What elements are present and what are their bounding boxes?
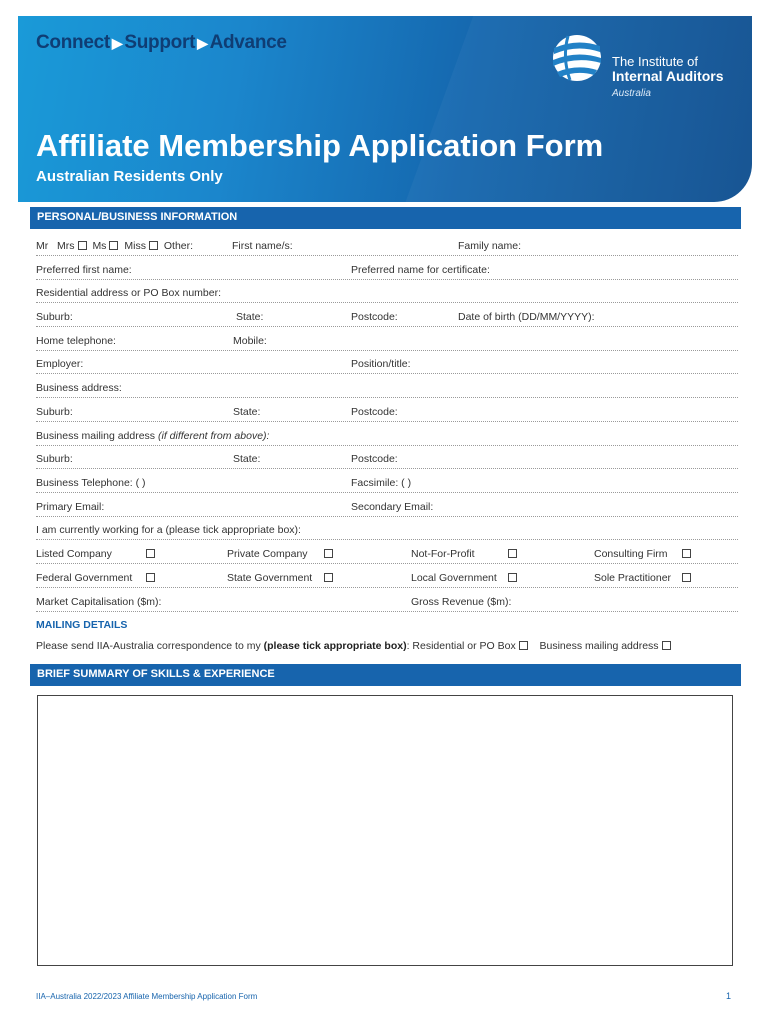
- org-nfp-checkbox[interactable]: [508, 549, 517, 558]
- residential-address-label: Residential address or PO Box number:: [36, 287, 222, 299]
- mailing-preference-row: [36, 640, 674, 652]
- business-mailing-label: [36, 430, 269, 442]
- postcode-label: Postcode:: [351, 311, 398, 323]
- working-for-label: I am currently working for a (please tick appropriate box):: [36, 524, 301, 536]
- form-row-residential: [36, 283, 738, 303]
- form-row-preferred: [36, 260, 738, 280]
- title-miss-label: Miss: [124, 240, 146, 252]
- form-row-phones: [36, 331, 738, 351]
- title-ms-label: Ms: [92, 240, 107, 252]
- form-row-business-address: [36, 378, 738, 398]
- chevron-right-icon: ▶: [111, 34, 123, 51]
- form-row-org-type-1: [36, 544, 738, 564]
- page-subtitle: Australian Residents Only: [36, 168, 223, 185]
- tagline-advance: Advance: [209, 32, 287, 53]
- business-address-label: Business address:: [36, 382, 122, 394]
- mailing-residential-checkbox[interactable]: [519, 641, 528, 650]
- employer-label: Employer:: [36, 358, 84, 370]
- org-consulting-checkbox[interactable]: [682, 549, 691, 558]
- page-number: 1: [726, 991, 732, 1001]
- form-row-residential-suburb: [36, 307, 738, 327]
- org-federal-checkbox[interactable]: [146, 573, 155, 582]
- org-state-label: State Government: [227, 572, 313, 584]
- mailing-business-label: Business mailing address: [539, 640, 659, 652]
- title-options: [36, 240, 193, 252]
- preferred-first-label: Preferred first name:: [36, 264, 132, 276]
- secondary-email-label: Secondary Email:: [351, 501, 434, 513]
- title-mrs-label: Mrs: [57, 240, 75, 252]
- state-label: State:: [233, 453, 261, 465]
- title-other-label: Other:: [163, 240, 194, 252]
- org-sole-label: Sole Practitioner: [594, 572, 672, 584]
- primary-email-label: Primary Email:: [36, 501, 105, 513]
- form-row-emails: [36, 497, 738, 517]
- org-private-checkbox[interactable]: [324, 549, 333, 558]
- facsimile-label: Facsimile: ( ): [351, 477, 412, 489]
- iia-logo: [548, 32, 748, 102]
- home-phone-label: Home telephone:: [36, 335, 116, 347]
- org-sole-checkbox[interactable]: [682, 573, 691, 582]
- org-listed-label: Listed Company: [36, 548, 112, 560]
- form-row-business-suburb: [36, 402, 738, 422]
- gross-revenue-label: Gross Revenue ($m):: [411, 596, 512, 608]
- form-row-financials: [36, 592, 738, 612]
- org-local-label: Local Government: [411, 572, 497, 584]
- header-banner: [18, 16, 752, 202]
- mailing-business-checkbox[interactable]: [662, 641, 671, 650]
- state-label: State:: [236, 311, 264, 323]
- title-miss-checkbox[interactable]: [149, 241, 158, 250]
- title-mr-label: Mr: [36, 240, 49, 252]
- suburb-label: Suburb:: [36, 311, 73, 323]
- footer-form-name: IIA–Australia 2022/2023 Affiliate Membership Application Form: [36, 992, 258, 1001]
- title-ms-checkbox[interactable]: [109, 241, 118, 250]
- org-listed-checkbox[interactable]: [146, 549, 155, 558]
- org-state-checkbox[interactable]: [324, 573, 333, 582]
- mobile-label: Mobile:: [233, 335, 267, 347]
- mailing-instruction: (please tick appropriate box): [263, 640, 407, 652]
- tagline-support: Support: [124, 32, 196, 53]
- globe-logo-icon: [548, 32, 606, 84]
- form-row-names: [36, 236, 738, 256]
- org-private-label: Private Company: [227, 548, 308, 560]
- org-federal-label: Federal Government: [36, 572, 133, 584]
- form-row-employer: [36, 354, 738, 374]
- org-nfp-label: Not-For-Profit: [411, 548, 475, 560]
- org-local-checkbox[interactable]: [508, 573, 517, 582]
- section-header-summary: BRIEF SUMMARY OF SKILLS & EXPERIENCE: [30, 664, 741, 686]
- logo-text-institute: The Institute of: [612, 54, 698, 69]
- market-cap-label: Market Capitalisation ($m):: [36, 596, 162, 608]
- logo-text-internal-auditors: Internal Auditors: [612, 68, 724, 84]
- tagline-connect: Connect: [36, 32, 110, 53]
- form-row-business-mailing: [36, 426, 738, 446]
- skills-summary-textarea[interactable]: [37, 695, 733, 966]
- logo-text-australia: Australia: [612, 88, 651, 99]
- suburb-label: Suburb:: [36, 453, 73, 465]
- mailing-residential-label: : Residential or PO Box: [406, 640, 516, 652]
- tagline: [36, 32, 287, 54]
- state-label: State:: [233, 406, 261, 418]
- page-title: Affiliate Membership Application Form: [36, 128, 604, 163]
- first-names-label: First name/s:: [232, 240, 293, 252]
- form-row-org-type-2: [36, 568, 738, 588]
- chevron-right-icon: ▶: [197, 34, 208, 51]
- dob-label: Date of birth (DD/MM/YYYY):: [458, 311, 595, 323]
- title-mrs-checkbox[interactable]: [78, 241, 87, 250]
- family-name-label: Family name:: [458, 240, 522, 252]
- form-row-mailing-suburb: [36, 449, 738, 469]
- form-row-business-phone: [36, 473, 738, 493]
- section-header-personal: PERSONAL/BUSINESS INFORMATION: [30, 207, 741, 229]
- position-label: Position/title:: [351, 358, 411, 370]
- mailing-prefix: Please send IIA-Australia correspondence to my: [36, 640, 264, 652]
- preferred-cert-label: Preferred name for certificate:: [351, 264, 490, 276]
- postcode-label: Postcode:: [351, 406, 398, 418]
- business-phone-label: Business Telephone: ( ): [36, 477, 146, 489]
- business-mailing-note: (if different from above):: [157, 430, 270, 442]
- mailing-details-heading: MAILING DETAILS: [36, 619, 128, 631]
- suburb-label: Suburb:: [36, 406, 73, 418]
- postcode-label: Postcode:: [351, 453, 398, 465]
- form-row-working-for: [36, 520, 738, 540]
- org-consulting-label: Consulting Firm: [594, 548, 668, 560]
- business-mailing-text: Business mailing address: [36, 430, 158, 442]
